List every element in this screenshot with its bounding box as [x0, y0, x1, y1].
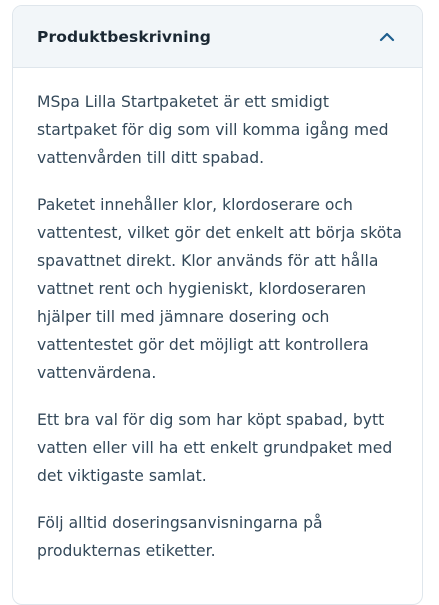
accordion-header[interactable]	[13, 6, 422, 68]
description-paragraph: Paketet innehåller klor, klordoserare och vattentest, vilket gör det enkelt att börja sköta spavattnet direkt. Klor används för att hålla vattnet rent och hygieniskt, klordoseraren hjälper till med jämnare dosering och vattentestet gör det möjligt att kontrollera vattenvärdena.	[37, 196, 402, 382]
description-paragraph: Ett bra val för dig som har köpt spabad, bytt vatten eller vill ha ett enkelt grundpaket med det viktigaste samlat.	[37, 411, 393, 485]
product-description-accordion	[12, 5, 423, 605]
accordion-content	[13, 68, 422, 565]
description-paragraph: MSpa Lilla Startpaketet är ett smidigt startpaket för dig som vill komma igång med vattenvården till ditt spabad.	[37, 93, 389, 167]
description-paragraph: Följ alltid doseringsanvisningarna på produkternas etiketter.	[37, 514, 323, 560]
accordion-title: Produktbeskrivning	[37, 27, 211, 46]
chevron-up-icon[interactable]	[377, 27, 397, 47]
